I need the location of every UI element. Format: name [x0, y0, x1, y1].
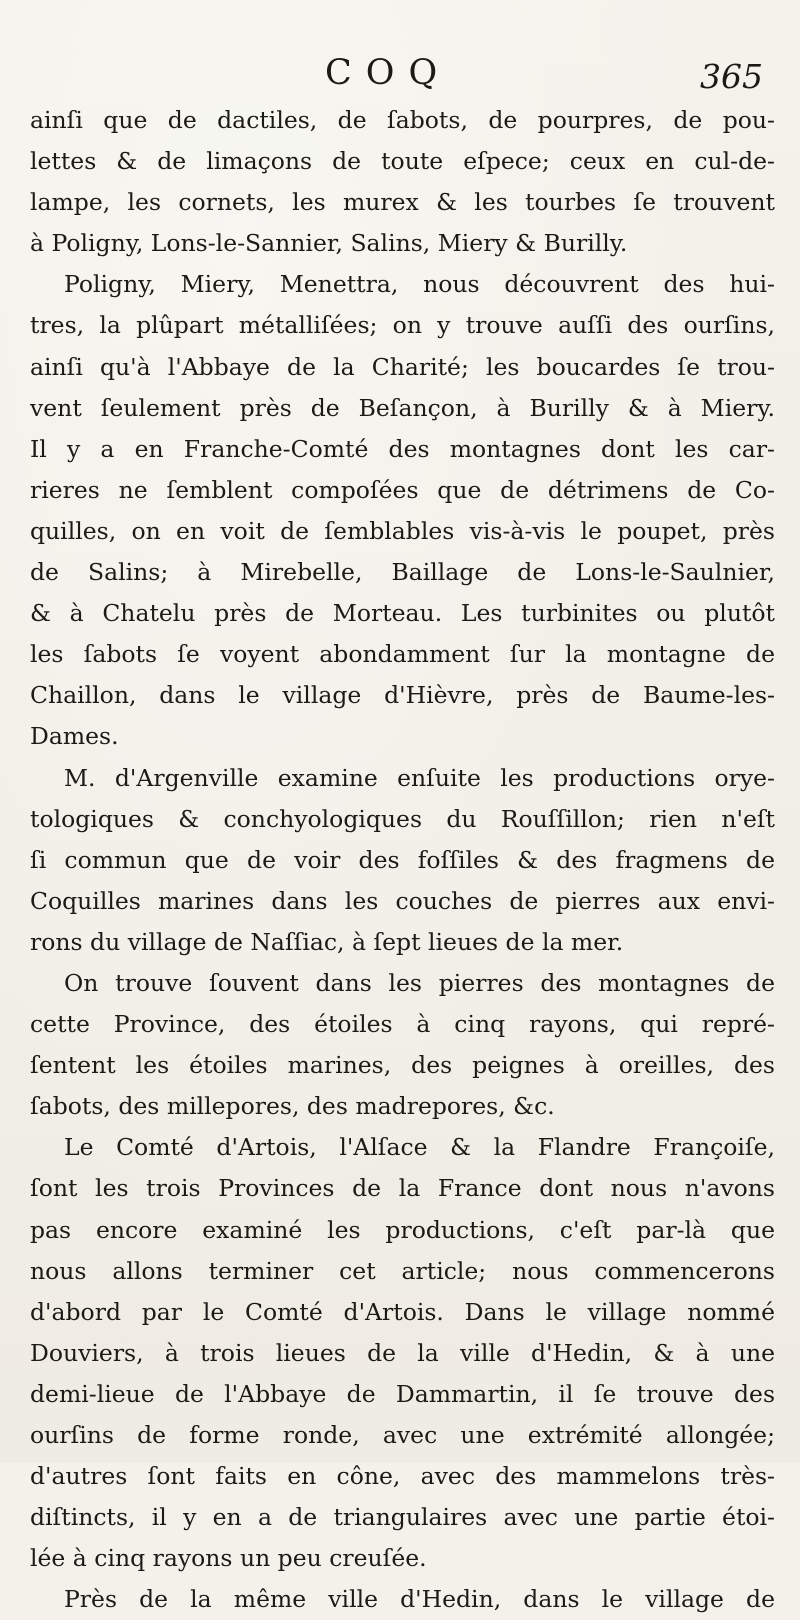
body-text [30, 100, 775, 1620]
text-line: ſentent les étoiles marines, des peignes à oreilles, des [30, 1051, 775, 1080]
text-line: cette Province, des étoiles à cinq rayons, qui repré- [30, 1010, 775, 1039]
text-line: tres, la plûpart métalliſées; on y trouve auſſi des ourſins, [30, 311, 775, 340]
text-line: lée à cinq rayons un peu creuſée. [30, 1544, 427, 1573]
text-line: Coquilles marines dans les couches de pierres aux envi- [30, 886, 775, 915]
text-line: Près de la même ville d'Hedin, dans le village de [64, 1585, 775, 1614]
text-line: M. d'Argenville examine enſuite les productions orye- [64, 763, 775, 792]
text-line: ſont les trois Provinces de la France dont nous n'avons [30, 1174, 775, 1203]
text-line: Dames. [30, 722, 119, 751]
text-line: demi-lieue de l'Abbaye de Dammartin, il ſe trouve des [30, 1379, 775, 1408]
text-line: de Salins; à Mirebelle, Baillage de Lons-le-Saulnier, [30, 558, 775, 587]
text-line: ourſins de forme ronde, avec une extrémité allongée; [30, 1421, 775, 1449]
text-line: lettes & de limaçons de toute eſpece; ceux en cul-de- [30, 147, 775, 176]
text-line: d'abord par le Comté d'Artois. Dans le village nommé [30, 1297, 775, 1326]
text-line: lampe, les cornets, les murex & les tourbes ſe trouvent [30, 188, 775, 217]
text-line: les ſabots ſe voyent abondamment ſur la montagne de [30, 640, 775, 669]
text-line: & à Chatelu près de Morteau. Les turbinites ou plutôt [30, 599, 775, 628]
text-line: diſtincts, il y en a de triangulaires avec une partie étoi- [30, 1503, 775, 1532]
text-line: Douviers, à trois lieues de la ville d'Hedin, & à une [30, 1338, 775, 1367]
text-line: Le Comté d'Artois, l'Alſace & la Flandre Françoiſe, [64, 1133, 775, 1162]
page-number: 365 [700, 57, 763, 96]
text-line: quilles, on en voit de ſemblables vis-à-vis le poupet, près [30, 516, 775, 545]
text-line: pas encore examiné les productions, c'eſt par-là que [30, 1215, 775, 1244]
running-title: COQ [325, 53, 452, 93]
text-line: rons du village de Naſſiac, à ſept lieues de la mer. [30, 927, 624, 956]
text-line: tologiques & conchyologiques du Rouſſillon; rien n'eſt [30, 804, 775, 833]
running-head [0, 50, 800, 100]
text-line: ſi commun que de voir des foſſiles & des fragmens de [30, 845, 775, 874]
text-line: ſabots, des millepores, des madrepores, &c. [30, 1092, 555, 1121]
text-line: Poligny, Miery, Menettra, nous découvrent des hui- [64, 270, 775, 299]
text-line: Il y a en Franche-Comté des montagnes dont les car- [30, 434, 775, 463]
text-line: On trouve ſouvent dans les pierres des montagnes de [64, 968, 775, 997]
text-line: ainſi qu'à l'Abbaye de la Charité; les boucardes ſe trou- [30, 352, 775, 381]
text-line: vent ſeulement près de Beſançon, à Burilly & à Miery. [30, 393, 775, 422]
text-line: Chaillon, dans le village d'Hièvre, près de Baume-les- [30, 681, 775, 710]
text-line: à Poligny, Lons-le-Sannier, Salins, Miery & Burilly. [30, 229, 628, 258]
text-line: ainſi que de dactiles, de ſabots, de pourpres, de pou- [30, 106, 775, 134]
text-line: nous allons terminer cet article; nous commencerons [30, 1256, 775, 1285]
text-line: rieres ne ſemblent compoſées que de détrimens de Co- [30, 475, 775, 504]
text-line: d'autres ſont faits en cône, avec des mammelons très- [30, 1462, 775, 1491]
